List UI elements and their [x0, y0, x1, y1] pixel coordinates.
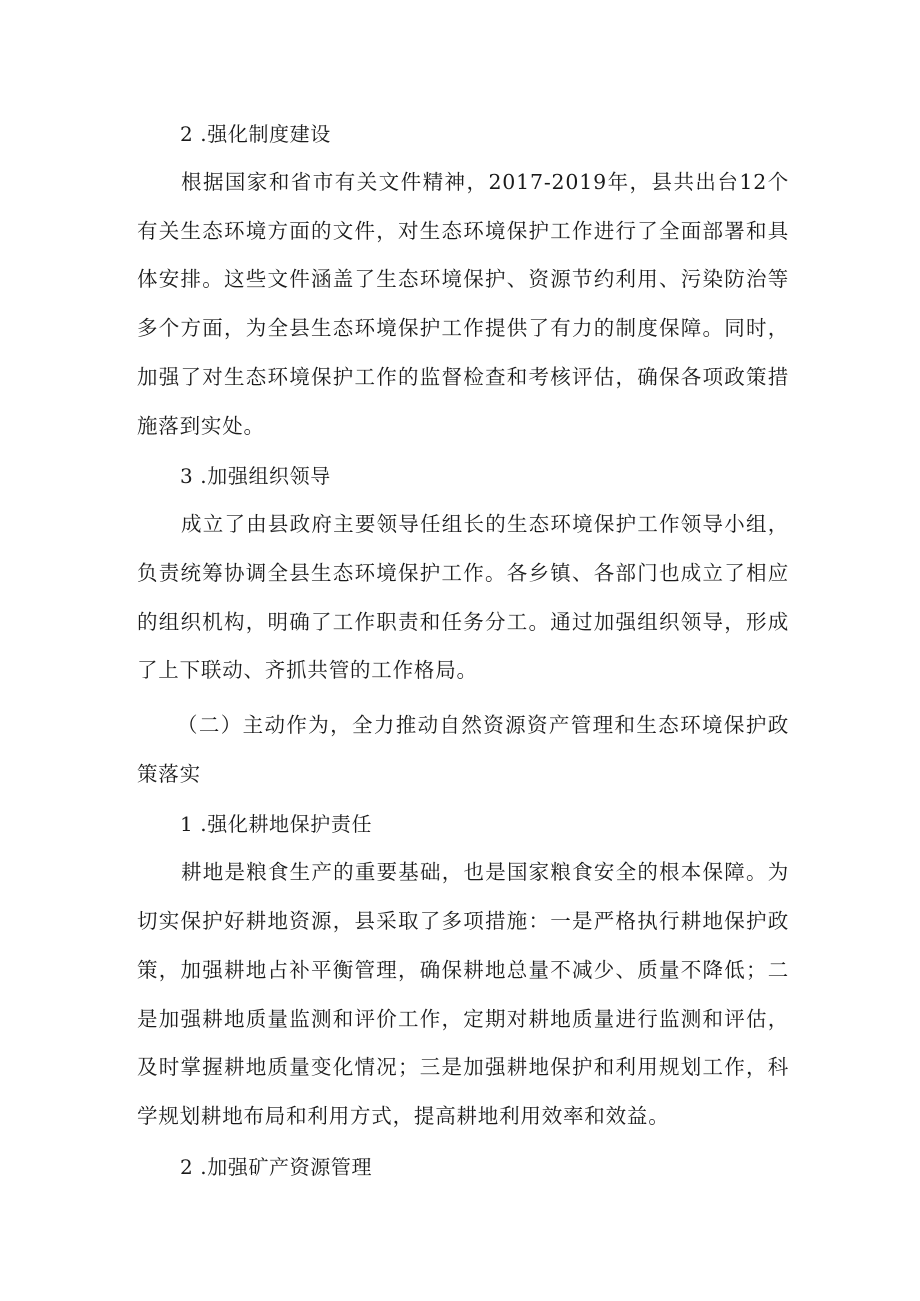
- subsection-heading-mineral-management: 2 .加强矿产资源管理: [180, 1154, 373, 1179]
- paragraph-organization-leadership: 成立了由县政府主要领导任组长的生态环境保护工作领导小组，负责统筹协调全县生态环境保护工作。各乡镇、各部门也成立了相应的组织机构，明确了工作职责和任务分工。通过加强组织领导，形成了上下联动、齐抓共管的工作格局。: [137, 512, 789, 683]
- subsection-heading-system-building: 2 .强化制度建设: [180, 122, 331, 146]
- document-body: [137, 112, 789, 1189]
- section-heading-two: （二）主动作为，全力推动自然资源资产管理和生态环境保护政策落实: [137, 713, 789, 786]
- subsection-heading-organization-leadership: 3 .加强组织领导: [180, 464, 331, 489]
- paragraph-farmland-protection: 耕地是粮食生产的重要基础，也是国家粮食安全的根本保障。为切实保护好耕地资源，县采取了多项措施：一是严格执行耕地保护政策，加强耕地占补平衡管理，确保耕地总量不减少、质量不降低；二是加强耕地质量监测和评价工作，定期对耕地质量进行监测和评估，及时掌握耕地质量变化情况；三是加强耕地保护和利用规划工作，科学规划耕地布局和利用方式，提高耕地利用效率和效益。: [137, 860, 789, 1128]
- subsection-heading-farmland-protection: 1 .强化耕地保护责任: [180, 812, 373, 837]
- paragraph-system-building: 根据国家和省市有关文件精神，2017-2019年，县共出台12个有关生态环境方面的文件，对生态环境保护工作进行了全面部署和具体安排。这些文件涵盖了生态环境保护、资源节约利用、污染防治等多个方面，为全县生态环境保护工作提供了有力的制度保障。同时，加强了对生态环境保护工作的监督检查和考核评估，确保各项政策措施落到实处。: [137, 170, 789, 438]
